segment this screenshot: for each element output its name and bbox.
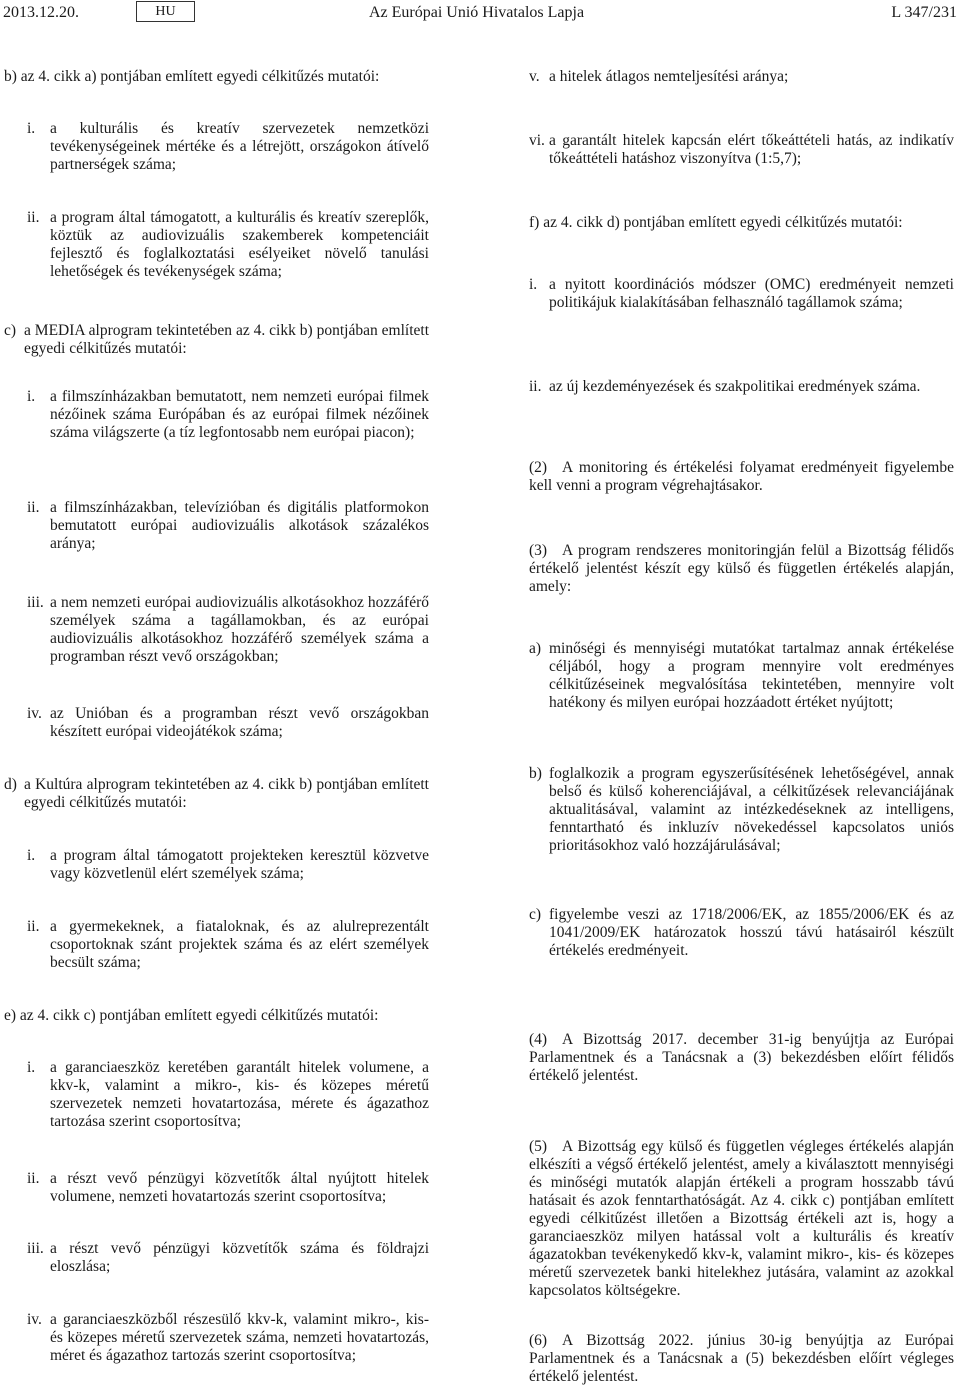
c-label: c) xyxy=(4,322,17,339)
e-iv-label: iv. xyxy=(27,1311,42,1328)
e-iv-item xyxy=(27,1311,429,1365)
e-vi-label: vi. xyxy=(529,132,545,149)
paragraph-5 xyxy=(529,1138,954,1300)
point-c-label: c) xyxy=(529,906,542,923)
b-ii-item xyxy=(27,209,429,281)
d-ii-text: a gyermekeknek, a fiataloknak, és az alulreprezentált csoportoknak szánt projektek száma és az elért személyek becsült száma; xyxy=(50,918,429,971)
f-intro: f) az 4. cikk d) pontjában említett egyedi célkitűzés mutatói: xyxy=(529,214,903,231)
e-vi-text: a garantált hitelek kapcsán elért tőkeáttételi hatás, az indikatív tőkeáttételi hatáshoz viszonyítva (1:5,7); xyxy=(549,132,954,167)
paragraph-6-text: A Bizottság 2022. június 30-ig benyújtja az Európai Parlamentnek és a Tanácsnak a (5) bekezdésben előírt végleges értékelő jelentést. xyxy=(529,1332,954,1385)
c-intro-text: a MEDIA alprogram tekintetében az 4. cikk b) pontjában említett egyedi célkitűzés mutatói: xyxy=(24,322,429,357)
f-i-item xyxy=(529,276,954,312)
right-column xyxy=(529,0,954,1393)
header-language-box: HU xyxy=(136,1,195,22)
b-i-text: a kulturális és kreatív szervezetek nemzetközi tevékenységeinek mértéke és a létrejött, országokon átívelő partnerségek száma; xyxy=(50,120,429,173)
d-i-text: a program által támogatott projekteken keresztül közvetve vagy közvetlenül elért személyek száma; xyxy=(50,847,429,882)
c-intro xyxy=(4,322,429,358)
left-column xyxy=(4,0,429,1393)
e-v-item xyxy=(529,68,954,86)
b-ii-text: a program által támogatott, a kulturális és kreatív szereplők, köztük az audiovizuális szakemberek kompetenciáit fejlesztő és foglalkoztatási esélyeiket növelő tanulási lehetőségek és tevékenységek száma; xyxy=(50,209,429,280)
f-i-text: a nyitott koordinációs módszer (OMC) eredményeit nemzeti politikájuk kialakításában felhasználó tagállamok száma; xyxy=(549,276,954,311)
paragraph-4-number: (4) xyxy=(529,1031,548,1048)
paragraph-3-text: A program rendszeres monitoringján felül a Bizottság félidős értékelő jelentést készít egy külső és független értékelés alapján, amely: xyxy=(529,542,954,595)
c-iv-text: az Unióban és a programban részt vevő országokban készített európai videojátékok száma; xyxy=(50,705,429,740)
e-i-text: a garanciaeszköz keretében garantált hitelek volumene, a kkv-k, valamint a mikro-, kis- és közepes méretű szervezetek nemzeti hovatartozása, mérete és ágazathoz tartozása szerint csoportosítva; xyxy=(50,1059,429,1130)
e-iv-text: a garanciaeszközből részesülő kkv-k, valamint mikro-, kis- és közepes méretű szervezetek száma, nemzeti hovatartozás, méret és ágazathoz tartozás szerint csoportosítva; xyxy=(50,1311,429,1364)
c-i-text: a filmszínházakban bemutatott, nem nemzeti európai filmek nézőinek száma Európában és az európai filmek nézőinek száma világszerte (a tíz legfontosabb nem európai piacon); xyxy=(50,388,429,441)
point-c-item xyxy=(529,906,954,960)
c-ii-label: ii. xyxy=(27,499,40,516)
d-label: d) xyxy=(4,776,17,793)
e-v-label: v. xyxy=(529,68,540,85)
point-a-label: a) xyxy=(529,640,542,657)
paragraph-4 xyxy=(529,1031,954,1085)
point-c-text: figyelembe veszi az 1718/2006/EK, az 1855/2006/EK és az 1041/2009/EK határozatok hosszú távú hatásairól készült értékelés eredményeit. xyxy=(549,906,954,959)
f-ii-item xyxy=(529,378,954,396)
c-iii-text: a nem nemzeti európai audiovizuális alkotásokhoz hozzáférő személyek száma a tagállamokban, és az európai audiovizuális alkotásokhoz hozzáférő személyek száma a programban részt vevő országokban; xyxy=(50,594,429,665)
paragraph-6 xyxy=(529,1332,954,1386)
c-i-item xyxy=(27,388,429,442)
d-ii-item xyxy=(27,918,429,972)
d-i-label: i. xyxy=(27,847,36,864)
point-a-text: minőségi és mennyiségi mutatókat tartalmaz annak értékelése céljából, hogy a program mennyire volt eredményes célkitűzéseinek megvalósítása tekintetében, mennyire volt hatékony és milyen európai hozzáadott értéket nyújtott; xyxy=(549,640,954,711)
header-journal-title: Az Európai Unió Hivatalos Lapja xyxy=(369,4,585,21)
e-ii-text: a részt vevő pénzügyi közvetítők által nyújtott hitelek volumene, nemzeti hovatartozás szerint csoportosítva; xyxy=(50,1170,429,1205)
e-iii-label: iii. xyxy=(27,1240,44,1257)
c-iii-label: iii. xyxy=(27,594,44,611)
c-ii-text: a filmszínházakban, televízióban és digitális platformokon bemutatott európai audiovizuális alkotások százalékos aránya; xyxy=(50,499,429,552)
b-i-item xyxy=(27,120,429,174)
d-ii-label: ii. xyxy=(27,918,40,935)
f-ii-label: ii. xyxy=(529,378,542,395)
paragraph-5-number: (5) xyxy=(529,1138,548,1155)
paragraph-2-text: A monitoring és értékelési folyamat eredményeit figyelembe kell venni a program végrehajtásakor. xyxy=(529,459,954,494)
point-b-text: foglalkozik a program egyszerűsítésének lehetőségével, annak belső és külső koherenciájával, a célkitűzések relevanciájának aktualitásával, valamint az intézkedéseknek az intelligens, fenntartható és inkluzív növekedéssel kapcsolatos uniós prioritásokhoz való hozzájárulásával; xyxy=(549,765,954,854)
b-i-label: i. xyxy=(27,120,36,137)
e-ii-item xyxy=(27,1170,429,1206)
b-intro: b) az 4. cikk a) pontjában említett egyedi célkitűzés mutatói: xyxy=(4,68,380,85)
c-iv-item xyxy=(27,705,429,741)
e-iii-text: a részt vevő pénzügyi közvetítők száma és földrajzi eloszlása; xyxy=(50,1240,429,1275)
c-iv-label: iv. xyxy=(27,705,42,722)
header-date: 2013.12.20. xyxy=(3,4,79,21)
c-ii-item xyxy=(27,499,429,553)
point-b-label: b) xyxy=(529,765,542,782)
b-ii-label: ii. xyxy=(27,209,40,226)
c-i-label: i. xyxy=(27,388,36,405)
e-intro: e) az 4. cikk c) pontjában említett egyedi célkitűzés mutatói: xyxy=(4,1007,379,1024)
point-a-item xyxy=(529,640,954,712)
paragraph-4-text: A Bizottság 2017. december 31-ig benyújtja az Európai Parlamentnek és a Tanácsnak a (3) bekezdésben előírt félidős értékelő jelentést. xyxy=(529,1031,954,1084)
f-ii-text: az új kezdeményezések és szakpolitikai eredmények száma. xyxy=(549,378,921,395)
paragraph-3 xyxy=(529,542,954,596)
c-iii-item xyxy=(27,594,429,666)
d-intro xyxy=(4,776,429,812)
e-v-text: a hitelek átlagos nemteljesítési aránya; xyxy=(549,68,789,85)
paragraph-3-number: (3) xyxy=(529,542,548,559)
e-ii-label: ii. xyxy=(27,1170,40,1187)
paragraph-5-text: A Bizottság egy külső és független végleges értékelés alapján elkészíti a végső értékelő jelentést, amely a kiválasztott mennyiségi és minőségi mutatók alapján értékeli a program hosszabb távú hatásait és azok fenntarthatóságát. Az 4. cikk c) pontjában említett egyedi célkitűzést illetően a Bizottság értékeli azt is, hogy a garanciaeszköz milyen hatással volt a kulturális és kreatív ágazatokban tevékenykedő kkv-k, valamint mikro-, kis- és közepes méretű szervezetek banki hitelekhez jutására, valamint az azokkal kapcsolatos költségekre. xyxy=(529,1138,954,1299)
point-b-item xyxy=(529,765,954,855)
e-vi-item xyxy=(529,132,954,168)
paragraph-2 xyxy=(529,459,954,495)
e-i-label: i. xyxy=(27,1059,36,1076)
paragraph-2-number: (2) xyxy=(529,459,548,476)
header-page-number: L 347/231 xyxy=(891,4,957,21)
paragraph-6-number: (6) xyxy=(529,1332,548,1349)
e-iii-item xyxy=(27,1240,429,1276)
d-i-item xyxy=(27,847,429,883)
d-intro-text: a Kultúra alprogram tekintetében az 4. cikk b) pontjában említett egyedi célkitűzés mutatói: xyxy=(24,776,429,811)
e-i-item xyxy=(27,1059,429,1131)
f-i-label: i. xyxy=(529,276,538,293)
